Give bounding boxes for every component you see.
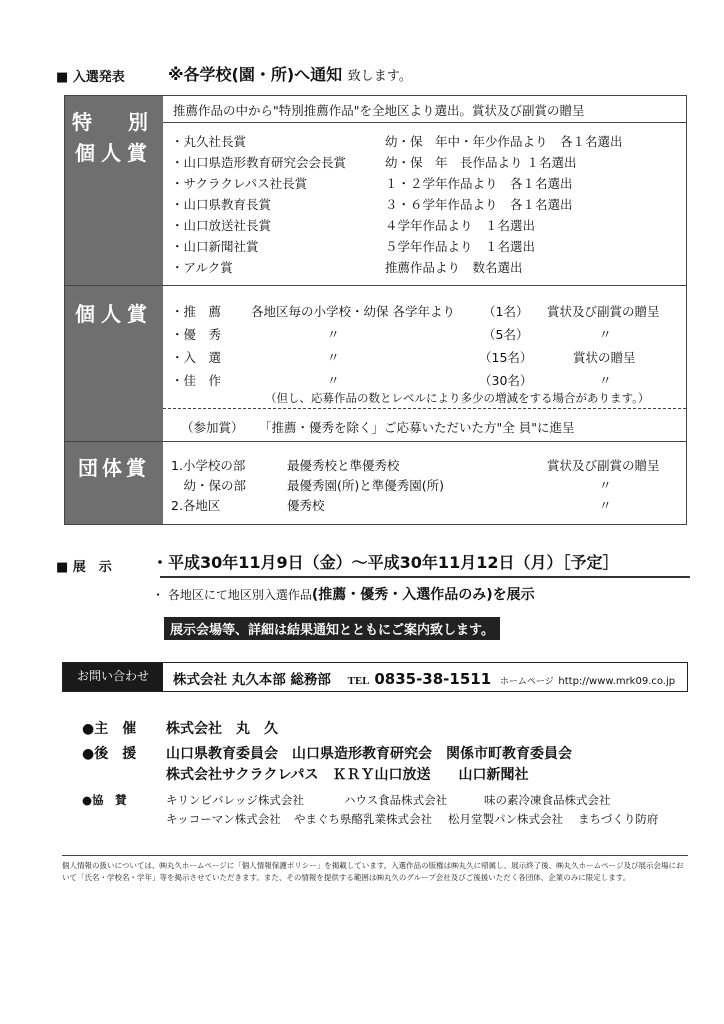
special-award-detail: 幼・保 年 長作品より １名選出 (385, 155, 577, 170)
group-row-prize: 賞状及び副賞の贈呈 (547, 458, 660, 473)
sponsor-name: 松月堂製パン株式会社 (448, 812, 563, 826)
individual-row-prize: 賞状及び副賞の贈呈 (547, 304, 660, 319)
announcement-label: ■ 入選発表 (56, 70, 125, 85)
participation-divider (163, 408, 686, 409)
contact-details (173, 668, 675, 688)
announcement-main: ※各学校(園・所)へ通知 (168, 65, 343, 84)
support-line1: 山口県教育委員会 山口県造形教育研究会 関係市町教育委員会 (166, 746, 572, 762)
individual-row-count: （30名） (479, 373, 533, 388)
group-row-name: 2.各地区 (171, 498, 221, 513)
group-award-label: 団体賞 (65, 442, 163, 524)
exhibition-note-bold: (推薦・優秀・入選作品のみ) (311, 587, 493, 603)
sponsor-name: まちづくり防府 (578, 812, 659, 826)
individual-row-prize: 〃 (599, 373, 612, 388)
individual-row-count: （15名） (479, 350, 533, 365)
group-row-prize: 〃 (599, 498, 612, 513)
sponsor-name: キリンビバレッジ株式会社 (166, 793, 304, 807)
privacy-notice: 個人情報の扱いについては、㈱丸久ホームページに「個人情報保護ポリシー」を掲載しています。入選作品の版権は㈱丸久に帰属し、展示終了後、㈱丸久ホームページ及び展示会場において「氏名・学校名・学年」等を掲示させていただきます。また、その情報を提供する範囲は㈱丸久のグループ会社及びご後援いただく各団体、企業のみに限定します。 (62, 855, 688, 884)
exhibition-note-prefix: ・ 各地区にて地区別入選作品 (152, 588, 312, 602)
individual-row-name: ・佳 作 (171, 373, 222, 388)
sponsor-label: ●協 賛 (82, 793, 127, 807)
support-line2: 株式会社サクラクレパス ＫＲＹ山口放送 山口新聞社 (166, 767, 529, 783)
sponsor-name: 味の素冷凍食品株式会社 (484, 793, 611, 807)
tel-label: TEL (347, 675, 370, 687)
participation-label: （参加賞） (181, 420, 244, 435)
special-label-line1: 特 別 (72, 110, 156, 134)
group-row-name: 幼・保の部 (171, 478, 247, 493)
individual-award-label: 個人賞 (65, 286, 163, 441)
individual-row-name: ・入 選 (171, 350, 222, 365)
contact-company: 株式会社 丸久本部 総務部 (173, 672, 331, 688)
participation-text: 「推薦・優秀を除く」ご応募いただいた方"全 員"に進呈 (259, 420, 575, 435)
special-award-name: ・山口県造形教育研究会会長賞 (171, 155, 347, 170)
special-award-detail: １・２学年作品より 各１名選出 (385, 176, 573, 191)
individual-row-desc: 各地区毎の小学校・幼保 各学年より (251, 304, 455, 319)
individual-row-count: （1名） (483, 304, 529, 319)
individual-row-name: ・推 薦 (171, 304, 222, 319)
announcement-text (168, 62, 412, 85)
support-label: ●後 援 (82, 746, 137, 762)
sponsor-name: キッコーマン株式会社 (166, 812, 281, 826)
individual-row-desc: 〃 (327, 373, 340, 388)
special-award-name: ・山口放送社長賞 (171, 218, 272, 233)
exhibition-label: ■ 展 示 (56, 560, 112, 575)
special-award-name: ・山口新聞社賞 (171, 239, 259, 254)
group-row-prize: 〃 (599, 478, 612, 493)
special-award-name: ・丸久社長賞 (171, 134, 247, 149)
group-row-desc: 最優秀校と準優秀校 (287, 458, 400, 473)
homepage-url[interactable]: http://www.mrk09.co.jp (558, 676, 676, 687)
awards-table (64, 95, 687, 525)
special-award-detail: ４学年作品より １名選出 (385, 218, 536, 233)
individual-row-desc: 〃 (327, 350, 340, 365)
individual-row-desc: 〃 (327, 327, 340, 342)
special-award-detail: ５学年作品より １名選出 (385, 239, 536, 254)
special-label-line2: 個人賞 (75, 141, 153, 165)
host-name: 株式会社 丸 久 (166, 721, 278, 737)
individual-row-count: （5名） (483, 327, 529, 342)
special-award-name: ・山口県教育長賞 (171, 197, 272, 212)
individual-row-prize: 賞状の贈呈 (573, 350, 636, 365)
exhibition-banner: 展示会場等、詳細は結果通知とともにご案内致します。 (164, 617, 500, 640)
contact-tel: 0835-38-1511 (374, 670, 492, 688)
contact-bar (62, 662, 688, 692)
special-header: 推薦作品の中から"特別推薦作品"を全地区より選出。賞状及び副賞の贈呈 (173, 103, 585, 118)
exhibition-date: ・平成30年11月9日（金）～平成30年11月12日（月）［予定］ (152, 553, 619, 572)
individual-row-prize: 〃 (599, 327, 612, 342)
special-award-detail: 推薦作品より 数名選出 (385, 260, 523, 275)
special-award-label (65, 96, 163, 285)
special-award-detail: 幼・保 年中・年少作品より 各１名選出 (385, 134, 623, 149)
announcement-suffix: 致します。 (347, 69, 412, 84)
special-divider (163, 122, 686, 123)
exhibition-underline (160, 576, 690, 578)
individual-note: （但し、応募作品の数とレベルにより多少の増減をする場合があります。） (265, 391, 650, 405)
sponsor-name: ハウス食品株式会社 (344, 793, 448, 807)
exhibition-note-suffix: を展示 (492, 587, 535, 603)
group-row-name: 1.小学校の部 (171, 458, 246, 473)
homepage-label: ホームページ (499, 677, 554, 687)
special-award-detail: ３・６学年作品より 各１名選出 (385, 197, 573, 212)
individual-row-name: ・優 秀 (171, 327, 222, 342)
group-row-desc: 優秀校 (287, 498, 325, 513)
special-award-name: ・サクラクレパス社長賞 (171, 176, 308, 191)
exhibition-note (152, 584, 535, 604)
sponsor-name: やまぐち県酪乳業株式会社 (294, 812, 432, 826)
host-label: ●主 催 (82, 721, 137, 737)
contact-label: お問い合わせ (63, 663, 163, 691)
special-award-name: ・アルク賞 (171, 260, 233, 275)
group-row-desc: 最優秀園(所)と準優秀園(所) (287, 478, 445, 493)
